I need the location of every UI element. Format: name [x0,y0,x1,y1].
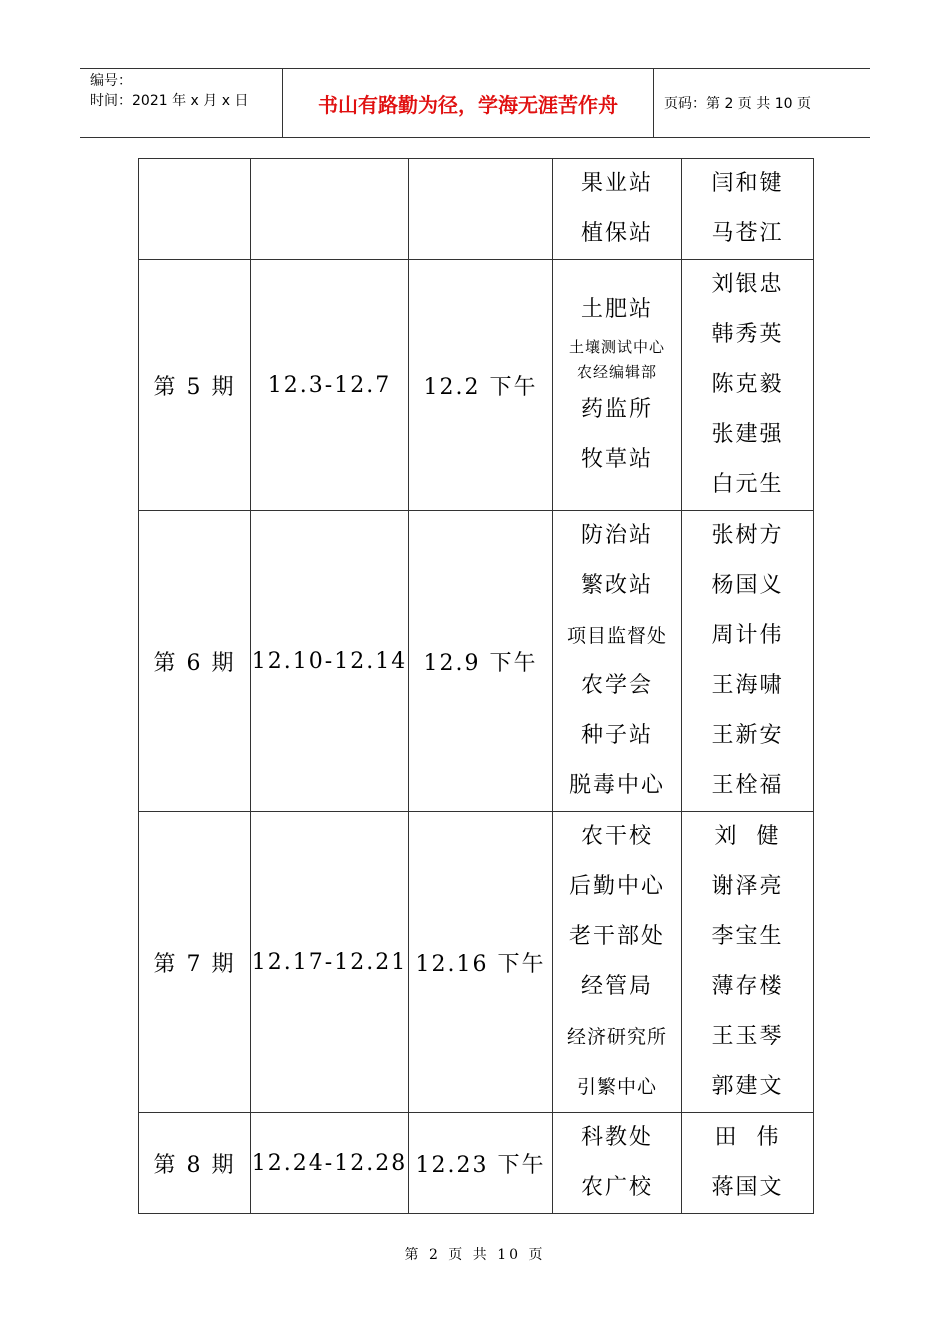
units-cell [553,260,682,511]
table-row [139,812,814,1113]
person-name: 周计伟 [711,623,784,648]
unit-name: 果业站 [580,171,653,196]
unit-name: 农广校 [580,1175,653,1200]
page-header [80,68,870,138]
units-cell [553,159,682,260]
people-cell [682,1113,814,1214]
dates-cell [251,159,409,260]
units-cell [553,1113,682,1214]
person-name: 白元生 [711,472,784,497]
person-name: 谢泽亮 [711,874,784,899]
person-name: 田 伟 [714,1125,781,1150]
schedule-table [138,158,814,1214]
person-name: 王栓福 [711,773,784,798]
unit-name: 农经编辑部 [576,363,657,381]
person-name: 张建强 [711,422,784,447]
people-cell [682,812,814,1113]
unit-name: 土壤测试中心 [568,338,665,356]
people-cell [682,260,814,511]
person-name: 张树方 [711,523,784,548]
report-time-cell: 12.2 下午 [409,260,553,511]
person-name: 马苍江 [711,221,784,246]
unit-name: 后勤中心 [568,874,665,899]
dates-cell: 12.24-12.28 [251,1113,409,1214]
header-meta [80,69,282,137]
table-row [139,159,814,260]
unit-name: 土肥站 [580,297,653,322]
report-time-cell: 12.23 下午 [409,1113,553,1214]
person-name: 王新安 [711,723,784,748]
table-row [139,511,814,812]
unit-name: 脱毒中心 [568,773,665,798]
unit-name: 牧草站 [580,447,653,472]
person-name: 杨国义 [711,573,784,598]
person-name: 刘 健 [714,824,781,849]
period-cell: 第 5 期 [139,260,251,511]
unit-name: 药监所 [580,397,653,422]
report-time-cell [409,159,553,260]
unit-name: 农学会 [580,673,653,698]
dates-cell: 12.17-12.21 [251,812,409,1113]
period-cell: 第 6 期 [139,511,251,812]
schedule-table-body [139,159,814,1214]
period-cell [139,159,251,260]
dates-cell: 12.10-12.14 [251,511,409,812]
people-cell [682,159,814,260]
document-date-label: 时间：2021 年 x 月 x 日 [90,93,249,109]
unit-name: 项目监督处 [566,625,667,647]
person-name: 王玉琴 [711,1024,784,1049]
person-name: 郭建文 [711,1074,784,1099]
header-page-info: 页码：第 2 页 共 10 页 [664,96,811,112]
unit-name: 繁改站 [580,573,653,598]
document-number-label: 编号： [90,73,132,89]
person-name: 王海啸 [711,673,784,698]
person-name: 薄存楼 [711,974,784,999]
unit-name: 植保站 [580,221,653,246]
unit-name: 经管局 [580,974,653,999]
people-cell [682,511,814,812]
person-name: 闫和键 [711,171,784,196]
unit-name: 种子站 [580,723,653,748]
table-row [139,1113,814,1214]
table-row [139,260,814,511]
unit-name: 引繁中心 [576,1076,657,1098]
unit-name: 农干校 [580,824,653,849]
dates-cell: 12.3-12.7 [251,260,409,511]
person-name: 蒋国文 [711,1175,784,1200]
person-name: 陈克毅 [711,372,784,397]
unit-name: 防治站 [580,523,653,548]
units-cell [553,511,682,812]
header-motto: 书山有路勤为径，学海无涯苦作舟 [282,69,654,137]
person-name: 韩秀英 [711,322,784,347]
report-time-cell: 12.9 下午 [409,511,553,812]
person-name: 刘银忠 [711,272,784,297]
period-cell: 第 7 期 [139,812,251,1113]
unit-name: 科教处 [580,1125,653,1150]
unit-name: 经济研究所 [566,1026,667,1048]
unit-name: 老干部处 [568,924,665,949]
period-cell: 第 8 期 [139,1113,251,1214]
page-footer: 第 2 页 共 10 页 [404,1247,546,1263]
person-name: 李宝生 [711,924,784,949]
report-time-cell: 12.16 下午 [409,812,553,1113]
units-cell [553,812,682,1113]
